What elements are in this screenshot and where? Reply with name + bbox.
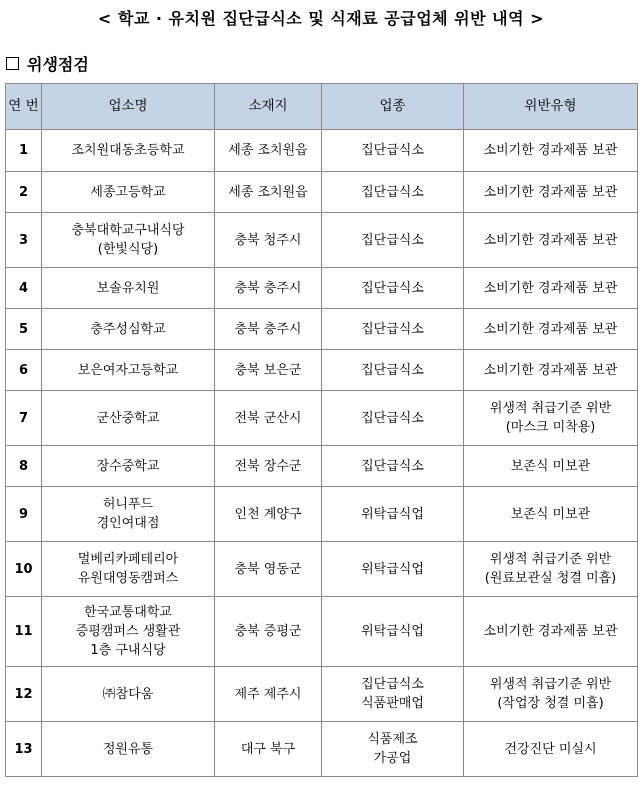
cell-name-line: ㈜참다움 (102, 686, 154, 702)
cell-violation (464, 130, 638, 172)
cell-no: 13 (6, 722, 42, 777)
cell-name-line: 1층 구내식당 (90, 643, 166, 658)
checkbox-icon (6, 57, 19, 70)
cell-name (42, 542, 215, 597)
cell-name (42, 213, 215, 268)
cell-no: 1 (6, 130, 42, 172)
cell-name-line: 허니푸드 (102, 497, 154, 512)
cell-name-line: 군산중학교 (96, 410, 160, 426)
table-row (6, 667, 638, 722)
cell-violation-line: 소비기한 경과제품 보관 (483, 232, 618, 248)
cell-industry (322, 172, 464, 213)
cell-name-line: 보은여자고등학교 (77, 362, 179, 378)
cell-violation (464, 172, 638, 213)
cell-no: 11 (6, 597, 42, 667)
cell-location: 충북 청주시 (215, 213, 322, 268)
cell-name-line: (한빛식당) (97, 242, 159, 257)
cell-name-line: 경인여대점 (96, 516, 160, 531)
cell-name-line: 유원대영동캠퍼스 (77, 571, 179, 586)
cell-violation (464, 542, 638, 597)
cell-name-line: 한국교통대학교 (84, 605, 172, 620)
cell-location: 충북 충주시 (215, 309, 322, 350)
table-body (6, 130, 638, 777)
header-name: 업소명 (42, 84, 215, 130)
cell-industry-line: 가공업 (373, 751, 412, 766)
page-title: < 학교 · 유치원 집단급식소 및 식재료 공급업체 위반 내역 > (97, 9, 545, 28)
header-industry: 업종 (322, 84, 464, 130)
cell-industry (322, 722, 464, 777)
table-row (6, 213, 638, 268)
cell-industry-line: 집단급식소 (361, 232, 424, 248)
cell-location: 충북 충주시 (215, 268, 322, 309)
cell-industry-line: 집단급식소 (361, 677, 424, 692)
cell-name-line: 증평캠퍼스 생활관 (75, 624, 181, 639)
cell-violation-line: (작업장 청결 미흡) (497, 696, 604, 711)
cell-no: 9 (6, 487, 42, 542)
cell-violation (464, 350, 638, 391)
cell-industry (322, 597, 464, 667)
cell-location: 전북 장수군 (215, 446, 322, 487)
table-row (6, 722, 638, 777)
cell-name (42, 487, 215, 542)
table-row (6, 130, 638, 172)
cell-violation-line: 보존식 미보관 (510, 458, 591, 474)
cell-no: 5 (6, 309, 42, 350)
cell-industry-line: 집단급식소 (361, 321, 424, 337)
cell-location: 충북 증평군 (215, 597, 322, 667)
cell-location: 세종 조치원읍 (215, 130, 322, 172)
cell-violation-line: 보존식 미보관 (510, 506, 591, 522)
cell-location: 인천 계양구 (215, 487, 322, 542)
cell-no: 12 (6, 667, 42, 722)
cell-violation-line: 위생적 취급기준 위반 (489, 552, 612, 567)
cell-violation-line: 소비기한 경과제품 보관 (483, 184, 618, 200)
cell-industry (322, 391, 464, 446)
cell-name-line: 보솔유치원 (96, 280, 160, 296)
cell-violation-line: (마스크 미착용) (505, 420, 596, 435)
table-row (6, 487, 638, 542)
cell-no: 8 (6, 446, 42, 487)
cell-industry (322, 130, 464, 172)
header-no: 연 번 (6, 84, 42, 130)
cell-industry (322, 542, 464, 597)
violation-table (5, 83, 638, 777)
cell-violation (464, 667, 638, 722)
cell-location: 충북 보은군 (215, 350, 322, 391)
cell-industry-line: 집단급식소 (361, 280, 424, 296)
cell-location: 충북 영동군 (215, 542, 322, 597)
table-row (6, 350, 638, 391)
cell-location: 전북 군산시 (215, 391, 322, 446)
cell-name (42, 722, 215, 777)
cell-name (42, 309, 215, 350)
cell-violation (464, 722, 638, 777)
cell-industry (322, 667, 464, 722)
cell-violation (464, 213, 638, 268)
cell-name (42, 597, 215, 667)
cell-industry-line: 집단급식소 (361, 184, 424, 200)
cell-name-line: 충북대학교구내식당 (71, 223, 185, 238)
cell-violation-line: 소비기한 경과제품 보관 (483, 143, 618, 158)
section-heading (6, 52, 89, 75)
cell-industry-line: 식품제조 (367, 732, 418, 747)
cell-violation (464, 268, 638, 309)
cell-industry-line: 위탁급식업 (361, 624, 424, 639)
cell-industry-line: 위탁급식업 (361, 561, 424, 577)
table-row (6, 172, 638, 213)
cell-name (42, 172, 215, 213)
cell-no: 7 (6, 391, 42, 446)
cell-industry-line: 위탁급식업 (361, 506, 424, 522)
cell-name-line: 조치원대동초등학교 (71, 143, 185, 158)
cell-industry (322, 213, 464, 268)
cell-violation-line: 건강진단 미실시 (504, 741, 597, 757)
cell-no: 3 (6, 213, 42, 268)
cell-no: 4 (6, 268, 42, 309)
cell-violation-line: 소비기한 경과제품 보관 (483, 624, 618, 639)
cell-industry (322, 446, 464, 487)
cell-name (42, 130, 215, 172)
cell-name (42, 446, 215, 487)
cell-violation (464, 446, 638, 487)
cell-name (42, 268, 215, 309)
table-row (6, 542, 638, 597)
cell-industry (322, 268, 464, 309)
cell-violation-line: 위생적 취급기준 위반 (489, 677, 612, 692)
cell-no: 2 (6, 172, 42, 213)
table-row (6, 446, 638, 487)
cell-industry-line: 집단급식소 (361, 362, 424, 378)
cell-violation-line: 소비기한 경과제품 보관 (483, 321, 618, 337)
cell-name (42, 391, 215, 446)
cell-name (42, 667, 215, 722)
cell-industry-line: 집단급식소 (361, 143, 424, 158)
cell-industry-line: 집단급식소 (361, 458, 424, 474)
table-row (6, 268, 638, 309)
cell-violation-line: 소비기한 경과제품 보관 (483, 362, 618, 378)
cell-industry (322, 487, 464, 542)
cell-no: 10 (6, 542, 42, 597)
cell-name-line: 충주성심학교 (90, 321, 166, 337)
cell-location: 세종 조치원읍 (215, 172, 322, 213)
table-row (6, 391, 638, 446)
cell-name-line: 세종고등학교 (90, 184, 166, 200)
cell-industry-line: 식품판매업 (361, 696, 424, 711)
cell-violation (464, 391, 638, 446)
cell-industry-line: 집단급식소 (361, 410, 424, 426)
cell-location: 대구 북구 (215, 722, 322, 777)
cell-name (42, 350, 215, 391)
cell-no: 6 (6, 350, 42, 391)
cell-location: 제주 제주시 (215, 667, 322, 722)
section-label: 위생점검 (27, 55, 89, 74)
table-row (6, 309, 638, 350)
cell-name-line: 멀베리카페테리아 (77, 552, 179, 567)
cell-violation-line: 위생적 취급기준 위반 (489, 401, 612, 416)
cell-violation-line: 소비기한 경과제품 보관 (483, 280, 618, 296)
cell-industry (322, 350, 464, 391)
header-violation: 위반유형 (464, 84, 638, 130)
cell-violation (464, 309, 638, 350)
table-row (6, 597, 638, 667)
header-location: 소재지 (215, 84, 322, 130)
cell-violation (464, 597, 638, 667)
cell-name-line: 장수중학교 (96, 458, 160, 474)
cell-violation-line: (원료보관실 청결 미흡) (484, 571, 617, 586)
cell-industry (322, 309, 464, 350)
cell-name-line: 정원유통 (102, 741, 154, 757)
table-header-row (6, 84, 638, 130)
cell-violation (464, 487, 638, 542)
